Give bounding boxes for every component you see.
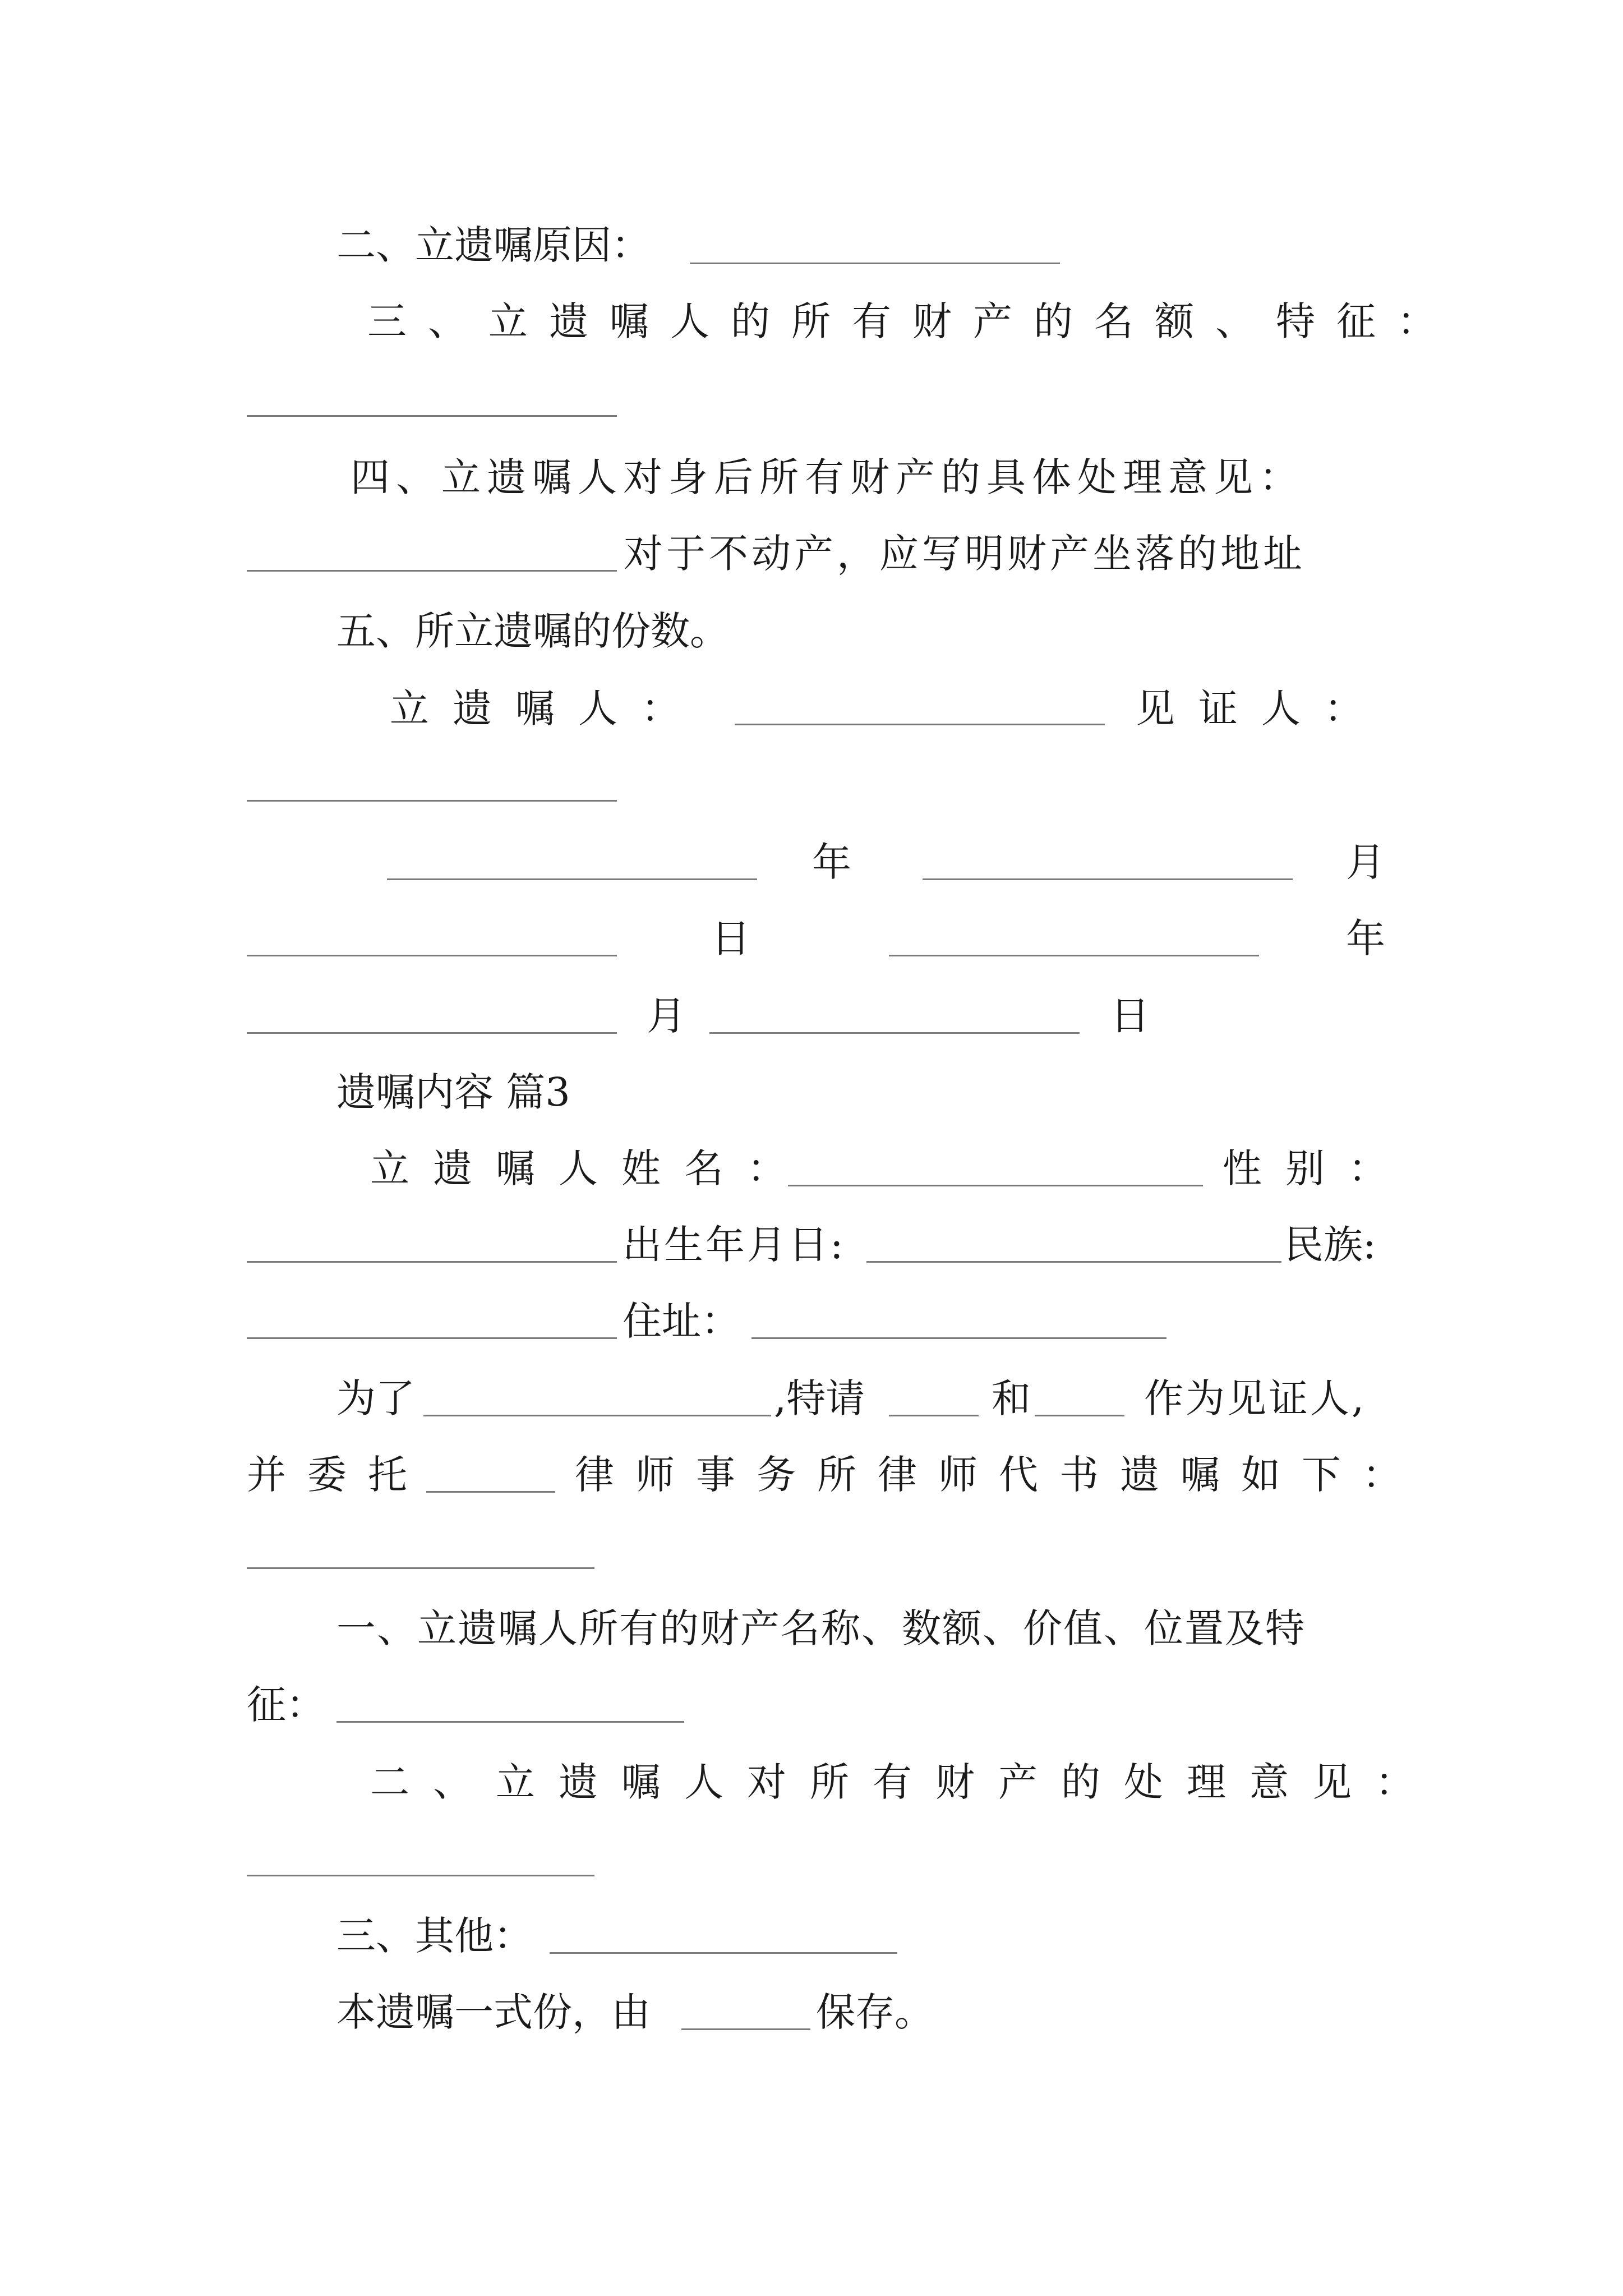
- witness-2-blank[interactable]: [1035, 1415, 1124, 1416]
- month-2-blank[interactable]: [247, 1032, 617, 1034]
- day-2-label: 日: [1110, 993, 1150, 1039]
- day-2-blank[interactable]: [709, 1032, 1080, 1034]
- property-blank[interactable]: [247, 415, 617, 417]
- purpose-as-witness: 作为见证人,: [1144, 1375, 1367, 1421]
- address-label: 住址：: [623, 1298, 740, 1344]
- month-1-label: 月: [1346, 839, 1385, 885]
- item2-label: 二、立遗嘱人对所有财产的处理意见：: [370, 1759, 1438, 1805]
- purpose-and: 和: [992, 1375, 1031, 1421]
- witness-blank[interactable]: [247, 800, 617, 802]
- item3-blank[interactable]: [550, 1952, 897, 1954]
- birth-label: 出生年月日:: [623, 1222, 846, 1268]
- disposal-blank[interactable]: [247, 570, 617, 572]
- item3-label: 三、其他：: [336, 1913, 533, 1959]
- entrust-prefix: 并委托: [247, 1452, 428, 1498]
- name-label: 立遗嘱人姓名：: [370, 1145, 810, 1191]
- item1-line2: 征：: [247, 1682, 325, 1728]
- day-1-label: 日: [711, 915, 750, 961]
- entrust-blank[interactable]: [247, 1567, 594, 1569]
- gender-blank[interactable]: [247, 1261, 617, 1263]
- realestate-note: 对于不动产，应写明财产坐落的地址: [624, 531, 1306, 577]
- testator-label: 立遗嘱人：: [390, 685, 704, 731]
- witness-1-blank[interactable]: [889, 1415, 979, 1416]
- name-blank[interactable]: [788, 1185, 1203, 1186]
- section-heading: 遗嘱内容 篇3: [336, 1069, 570, 1115]
- month-2-label: 月: [647, 993, 686, 1039]
- keeper-blank[interactable]: [681, 2028, 810, 2030]
- copies-count-label: 五、所立遗嘱的份数。: [336, 608, 729, 654]
- entrust-suffix: 律师事务所律师代书遗嘱如下：: [575, 1452, 1423, 1498]
- ethnicity-label: 民族:: [1284, 1222, 1376, 1268]
- witness-label: 见证人：: [1136, 685, 1387, 731]
- year-2-label: 年: [1346, 915, 1385, 961]
- gender-label: 性别：: [1223, 1145, 1411, 1191]
- day-1-blank[interactable]: [247, 955, 617, 956]
- birth-blank[interactable]: [866, 1261, 1281, 1263]
- item2-blank[interactable]: [247, 1875, 594, 1876]
- address-blank[interactable]: [751, 1337, 1166, 1339]
- year-1-blank[interactable]: [387, 878, 757, 880]
- item1-line1: 一、立遗嘱人所有的财产名称、数额、价值、位置及特: [336, 1605, 1306, 1651]
- copies-suffix: 保存。: [816, 1989, 934, 2035]
- purpose-witness: ,特请: [774, 1375, 865, 1421]
- law-firm-blank[interactable]: [426, 1491, 555, 1493]
- reason-label: 二、立遗嘱原因：: [336, 222, 651, 268]
- ethnicity-blank[interactable]: [247, 1337, 617, 1339]
- purpose-blank[interactable]: [423, 1415, 771, 1416]
- disposal-label: 四、立遗嘱人对身后所有财产的具体处理意见：: [351, 454, 1304, 500]
- testator-blank[interactable]: [735, 724, 1105, 725]
- purpose-prefix: 为了: [336, 1375, 415, 1421]
- copies-prefix: 本遗嘱一式份，由: [336, 1989, 651, 2035]
- month-1-blank[interactable]: [923, 878, 1293, 880]
- year-2-blank[interactable]: [889, 955, 1259, 956]
- item1-blank[interactable]: [336, 1721, 684, 1723]
- property-label: 三、立遗嘱人的所有财产的名额、特征：: [367, 298, 1458, 344]
- reason-blank[interactable]: [690, 263, 1060, 264]
- year-1-label: 年: [812, 839, 851, 885]
